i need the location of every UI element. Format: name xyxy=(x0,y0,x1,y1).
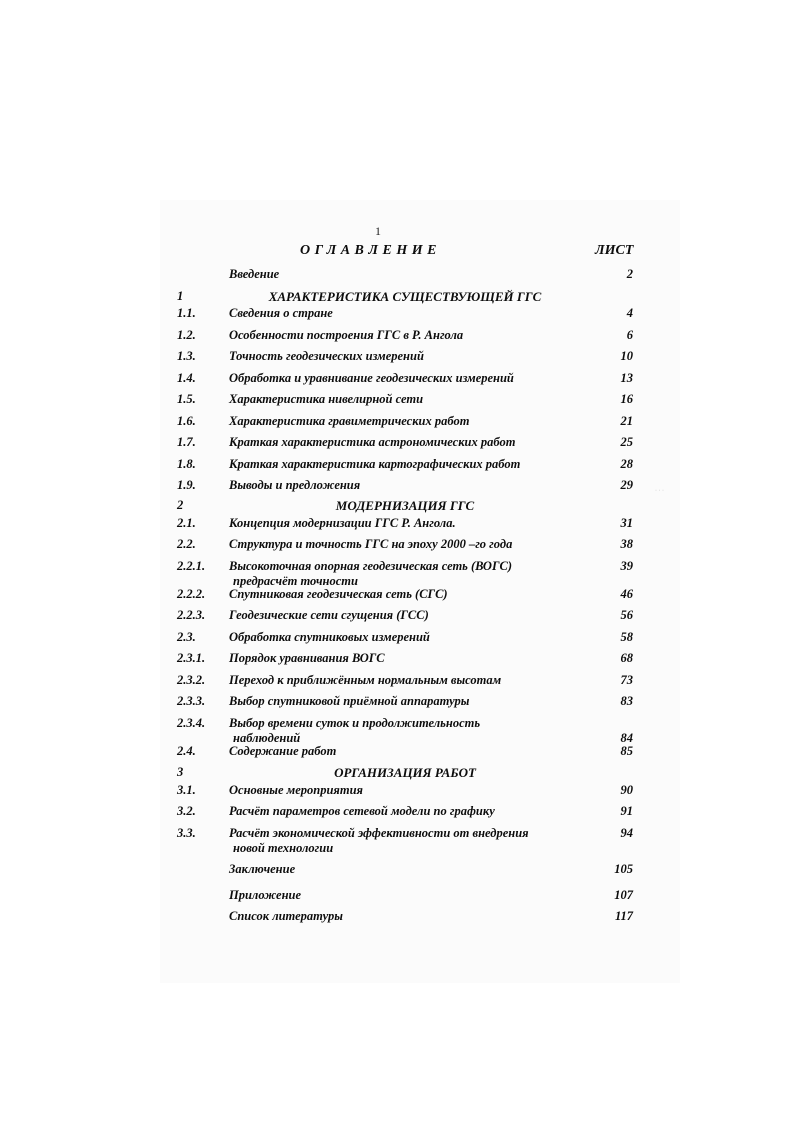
toc-page-number: 25 xyxy=(620,435,633,449)
toc-page-number: 29 xyxy=(620,478,633,492)
toc-number: 2.2.3. xyxy=(177,608,206,622)
scan-noise: · · · xyxy=(655,488,664,494)
toc-title: ОРГАНИЗАЦИЯ РАБОТ xyxy=(334,765,476,780)
toc-title: Обработка и уравнивание геодезических измерений xyxy=(229,371,514,385)
toc-number: 1.8. xyxy=(177,457,196,471)
toc-title: Структура и точность ГГС на эпоху 2000 –го года xyxy=(229,537,513,551)
toc-title: Список литературы xyxy=(229,909,343,923)
toc-page-number: 84 xyxy=(620,731,633,745)
toc-page-number: 2 xyxy=(626,267,633,281)
toc-title-continuation: новой технологии xyxy=(233,841,334,855)
toc-number: 1 xyxy=(177,289,184,303)
toc-title: ХАРАКТЕРИСТИКА СУЩЕСТВУЮЩЕЙ ГГС xyxy=(268,289,542,304)
toc-title: Основные мероприятия xyxy=(229,783,363,797)
toc-number: 2.3.2. xyxy=(177,673,206,687)
toc-title: Геодезические сети сгущения (ГСС) xyxy=(229,608,429,622)
toc-title: Краткая характеристика астрономических работ xyxy=(229,435,516,449)
toc-page-number: 46 xyxy=(620,587,633,601)
toc-number: 3.3. xyxy=(177,826,196,840)
toc-number: 3.2. xyxy=(177,804,196,818)
toc-page-number: 107 xyxy=(614,888,633,902)
toc-number: 3.1. xyxy=(177,783,196,797)
toc-page-number: 16 xyxy=(620,392,633,406)
page-title: ОГЛАВЛЕНИЕ xyxy=(300,243,441,258)
toc-number: 2.2.1. xyxy=(177,559,206,573)
toc-title: Концепция модернизации ГГС Р. Ангола. xyxy=(229,516,456,530)
toc-page-number: 6 xyxy=(626,328,633,342)
toc-title: Переход к приближённым нормальным высотам xyxy=(229,673,502,687)
toc-title: Высокоточная опорная геодезическая сеть (ВОГС) xyxy=(229,559,513,573)
toc-title: Спутниковая геодезическая сеть (СГС) xyxy=(229,587,448,601)
toc-number: 2.2. xyxy=(177,537,196,551)
toc-page-number: 90 xyxy=(620,783,633,797)
toc-title: Особенности построения ГГС в Р. Ангола xyxy=(229,328,464,342)
toc-title: Порядок уравнивания ВОГС xyxy=(229,651,385,665)
toc-page-number: 13 xyxy=(620,371,633,385)
toc-number: 1.7. xyxy=(177,435,196,449)
toc-page-number: 68 xyxy=(620,651,633,665)
toc-number: 2.3. xyxy=(177,630,196,644)
toc-page-number: 56 xyxy=(620,608,633,622)
toc-title: Расчёт экономической эффективности от внедрения xyxy=(229,826,529,840)
toc-title: Приложение xyxy=(229,888,302,902)
toc-title: Расчёт параметров сетевой модели по графику xyxy=(229,804,495,818)
toc-page-number: 91 xyxy=(620,804,633,818)
toc-page-number: 28 xyxy=(620,457,633,471)
toc-title: Характеристика гравиметрических работ xyxy=(229,414,470,428)
toc-page-number: 94 xyxy=(620,826,633,840)
toc-page-number: 85 xyxy=(620,744,633,758)
toc-number: 1.5. xyxy=(177,392,196,406)
toc-number: 2.3.4. xyxy=(177,716,206,730)
toc-number: 1.6. xyxy=(177,414,196,428)
toc-title: Сведения о стране xyxy=(229,306,333,320)
toc-page-number: 73 xyxy=(620,673,633,687)
toc-title: Выбор спутниковой приёмной аппаратуры xyxy=(229,694,470,708)
page-column-header: ЛИСТ xyxy=(595,243,634,258)
toc-title: Содержание работ xyxy=(229,744,337,758)
toc-title: Точность геодезических измерений xyxy=(229,349,424,363)
toc-title: Краткая характеристика картографических работ xyxy=(229,457,521,471)
toc-page-number: 105 xyxy=(614,862,633,876)
toc-page-number: 39 xyxy=(620,559,633,573)
toc-page-number: 31 xyxy=(620,516,633,530)
toc-page-number: 83 xyxy=(620,694,633,708)
toc-page-number: 4 xyxy=(626,306,633,320)
toc-title: МОДЕРНИЗАЦИЯ ГГС xyxy=(335,498,475,513)
toc-number: 1.1. xyxy=(177,306,196,320)
toc-page-number: 38 xyxy=(620,537,633,551)
toc-title-continuation: предрасчёт точности xyxy=(233,574,358,588)
toc-page-number: 21 xyxy=(620,414,633,428)
toc-number: 1.4. xyxy=(177,371,196,385)
toc-page-number: 117 xyxy=(614,909,633,923)
toc-title: Выводы и предложения xyxy=(229,478,361,492)
toc-title-continuation: наблюдений xyxy=(233,731,301,745)
toc-number: 2.3.3. xyxy=(177,694,206,708)
toc-number: 2.4. xyxy=(177,744,196,758)
toc-title: Выбор времени суток и продолжительность xyxy=(229,716,481,730)
toc-number: 2.2.2. xyxy=(177,587,206,601)
toc-number: 2.1. xyxy=(177,516,196,530)
toc-title: Введение xyxy=(229,267,280,281)
toc-number: 2.3.1. xyxy=(177,651,206,665)
toc-number: 3 xyxy=(177,765,184,779)
toc-page-number: 58 xyxy=(620,630,633,644)
toc-number: 2 xyxy=(177,498,184,512)
toc-number: 1.2. xyxy=(177,328,196,342)
toc-title: Заключение xyxy=(229,862,296,876)
toc-number: 1.9. xyxy=(177,478,196,492)
toc-page-number: 10 xyxy=(620,349,633,363)
toc-number: 1.3. xyxy=(177,349,196,363)
toc-title: Характеристика нивелирной сети xyxy=(229,392,424,406)
page-number: 1 xyxy=(375,224,381,238)
toc-title: Обработка спутниковых измерений xyxy=(229,630,430,644)
